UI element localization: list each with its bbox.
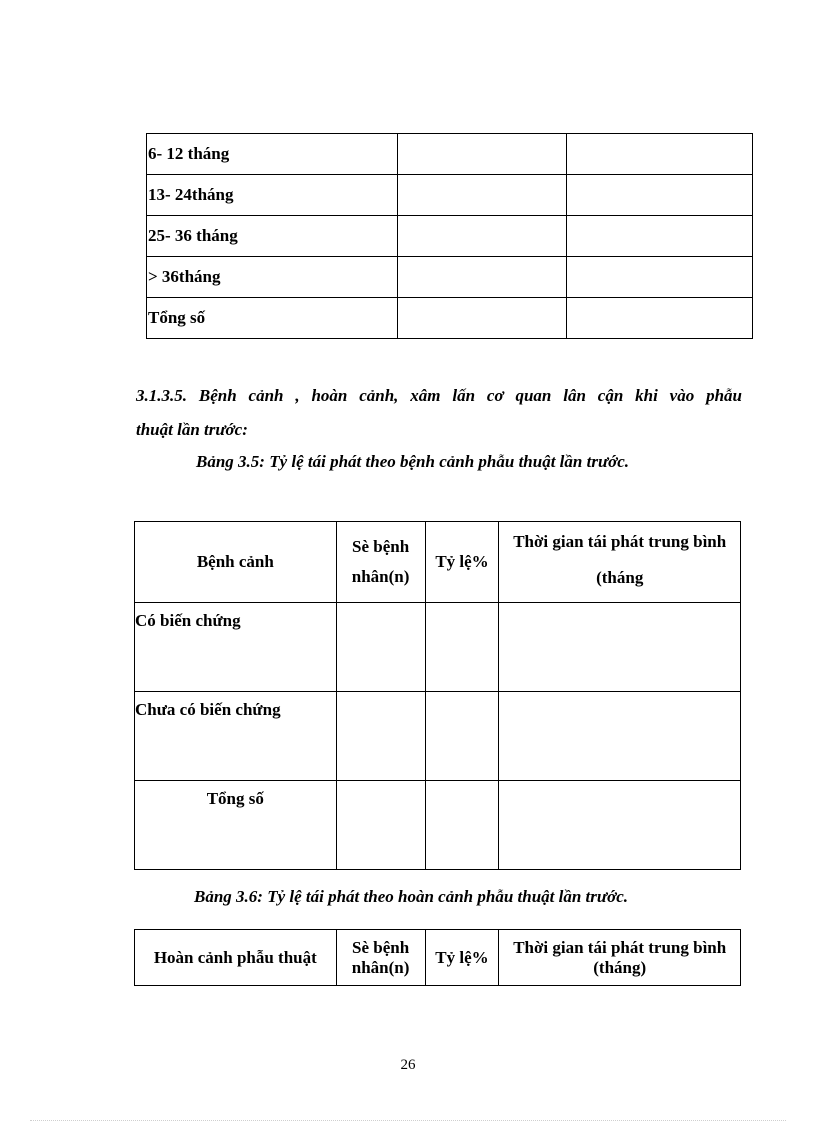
table-cell <box>567 298 753 339</box>
table-cell <box>336 781 425 870</box>
table-cell <box>499 781 741 870</box>
section-heading-line2: thuật lần trước: <box>136 420 248 439</box>
page-bottom-divider <box>30 1120 786 1121</box>
header-patient-count-line1: Sè bệnh <box>351 937 410 957</box>
table-row <box>147 175 753 216</box>
table-35-caption: Bảng 3.5: Tỷ lệ tái phát theo bệnh cảnh phẫu thuật lần trước. <box>196 452 630 471</box>
table-3-6 <box>134 929 741 986</box>
table-header-row <box>135 522 741 603</box>
table-cell <box>567 216 753 257</box>
row-label: Chưa có biến chứng <box>135 692 337 781</box>
header-avg-time-line2: (tháng) <box>593 957 647 977</box>
header-patient-count-line2: nhân(n) <box>351 567 410 586</box>
table-row <box>135 603 741 692</box>
row-label: 25- 36 tháng <box>147 216 398 257</box>
table-cell <box>567 175 753 216</box>
header-avg-time <box>499 522 741 603</box>
table-36-caption: Bảng 3.6: Tỷ lệ tái phát theo hoàn cảnh phẫu thuật lần trước. <box>194 887 628 906</box>
header-avg-time-line2: (tháng <box>596 568 644 587</box>
header-hoan-canh: Hoàn cảnh phẫu thuật <box>135 930 337 986</box>
header-avg-time <box>499 930 741 986</box>
table-row <box>135 781 741 870</box>
header-rate: Tỷ lệ% <box>425 522 499 603</box>
row-label: Tổng số <box>135 781 337 870</box>
row-label: 13- 24tháng <box>147 175 398 216</box>
page-number: 26 <box>400 1057 416 1073</box>
table-cell <box>336 692 425 781</box>
table-row <box>147 257 753 298</box>
table-cell <box>425 603 499 692</box>
row-label: > 36tháng <box>147 257 398 298</box>
table-row <box>147 134 753 175</box>
table-cell <box>397 298 567 339</box>
table-cell <box>499 692 741 781</box>
table-cell <box>425 781 499 870</box>
header-benh-canh: Bệnh cảnh <box>135 522 337 603</box>
row-label: Tổng số <box>147 298 398 339</box>
header-patient-count-line1: Sè bệnh <box>352 537 410 556</box>
table-cell <box>336 603 425 692</box>
table-cell <box>397 134 567 175</box>
header-patient-count <box>336 930 425 986</box>
table-header-row <box>135 930 741 986</box>
table-cell <box>397 257 567 298</box>
table-cell <box>567 134 753 175</box>
table-cell <box>567 257 753 298</box>
header-patient-count <box>336 522 425 603</box>
table-row <box>147 298 753 339</box>
table-cell <box>397 216 567 257</box>
header-patient-count-line2: nhân(n) <box>351 957 410 977</box>
row-label: Có biến chứng <box>135 603 337 692</box>
table-row <box>135 692 741 781</box>
table-cell <box>425 692 499 781</box>
header-avg-time-line1: Thời gian tái phát trung bình <box>513 532 727 551</box>
section-heading-line1: 3.1.3.5. Bệnh cảnh , hoàn cảnh, xâm lấn cơ quan lân cận khi vào phẫu <box>136 386 742 405</box>
header-avg-time-line1: Thời gian tái phát trung bình <box>513 937 727 957</box>
table-cell <box>499 603 741 692</box>
table-row <box>147 216 753 257</box>
table-cell <box>397 175 567 216</box>
age-group-table <box>146 133 753 339</box>
header-rate: Tỷ lệ% <box>425 930 499 986</box>
table-3-5 <box>134 521 741 870</box>
row-label: 6- 12 tháng <box>147 134 398 175</box>
